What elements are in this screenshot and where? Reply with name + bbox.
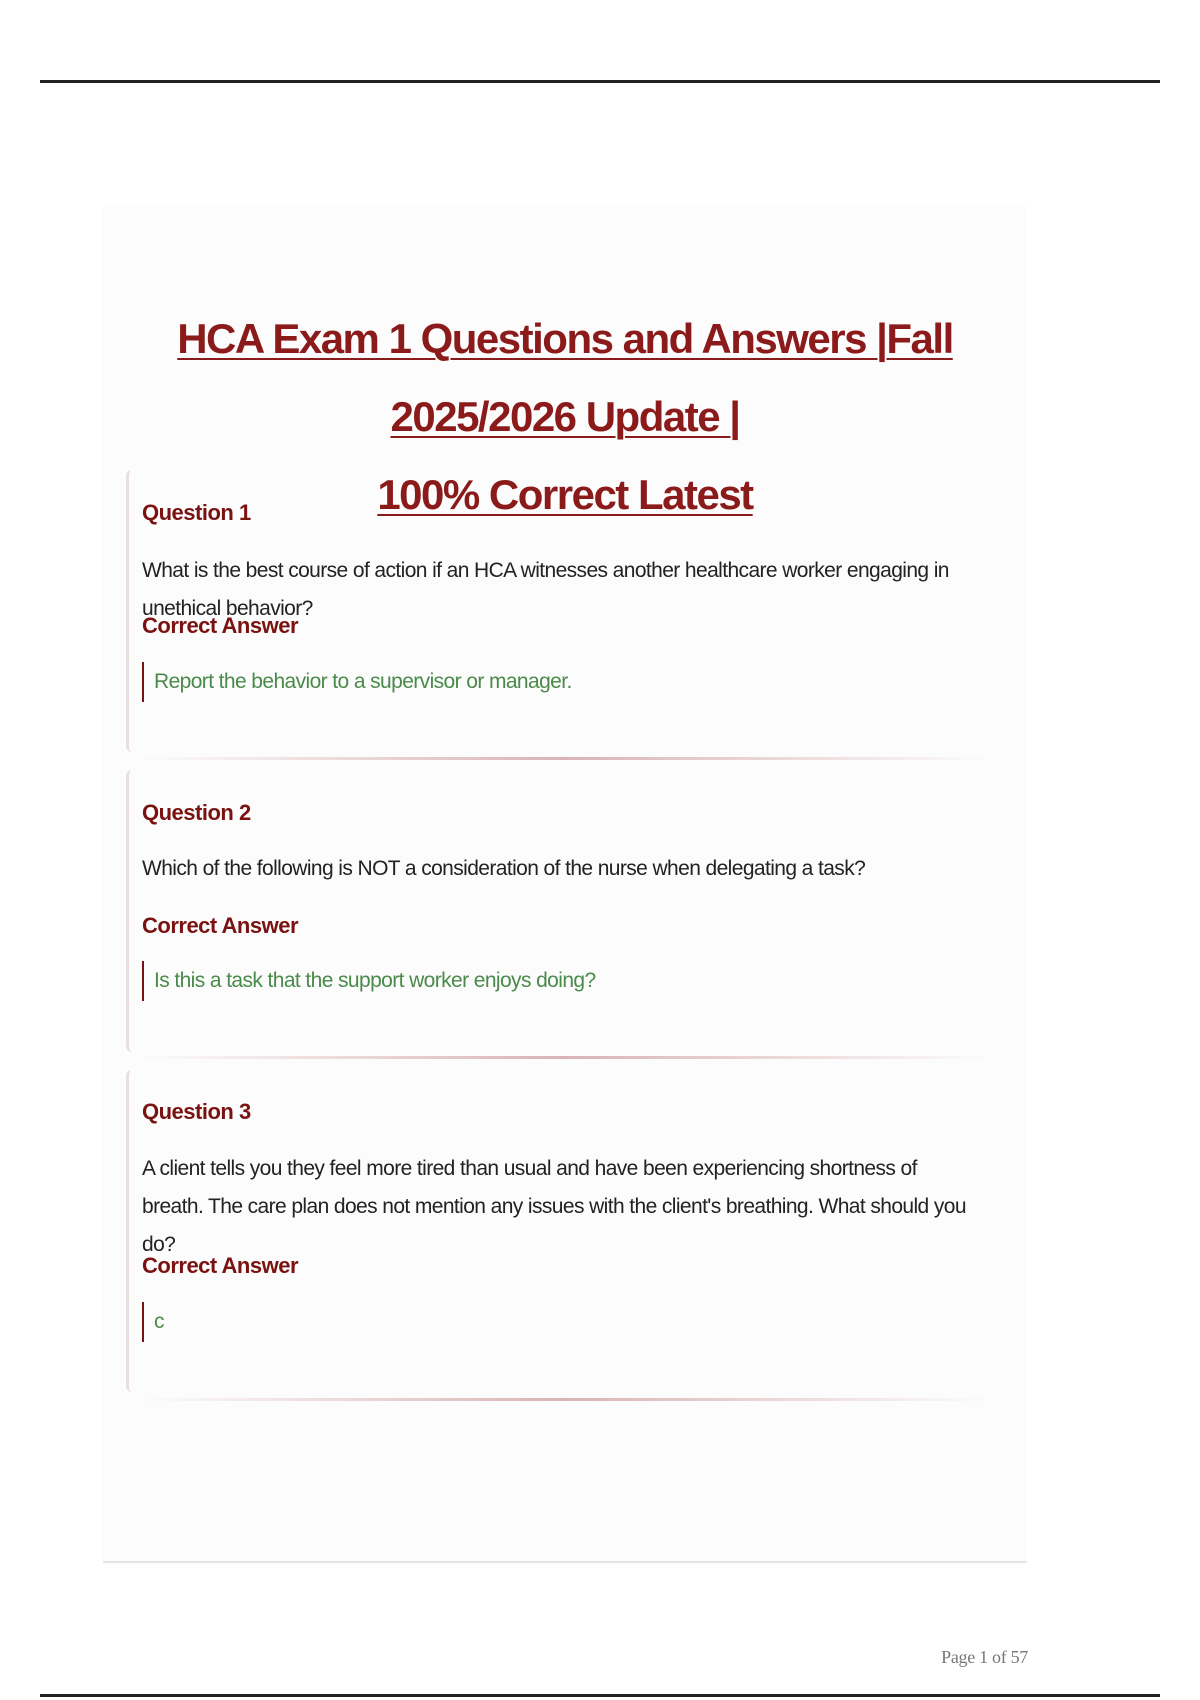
card-divider bbox=[140, 757, 990, 760]
question-label: Question 2 bbox=[142, 800, 251, 825]
card-divider bbox=[140, 1056, 990, 1059]
question-text: Which of the following is NOT a consideration of the nurse when delegating a task? bbox=[142, 857, 866, 880]
page-number: Page 1 of 57 bbox=[941, 1647, 1028, 1667]
answer-label: Correct Answer bbox=[142, 1253, 299, 1278]
bottom-rule bbox=[40, 1694, 1160, 1697]
answer-text: Report the behavior to a supervisor or manager. bbox=[142, 662, 572, 702]
question-label: Question 1 bbox=[142, 500, 251, 525]
question-text: A client tells you they feel more tired than usual and have been experiencing shortness of breath. The care plan does not mention any issues with the client's breathing. What should you do? bbox=[142, 1157, 966, 1256]
answer-label: Correct Answer bbox=[142, 913, 299, 938]
question-text: What is the best course of action if an HCA witnesses another healthcare worker engaging in unethical behavior? bbox=[142, 559, 949, 620]
answer-label: Correct Answer bbox=[142, 613, 299, 638]
question-card-2 bbox=[126, 770, 996, 1052]
question-card-1 bbox=[126, 470, 996, 752]
answer-text: Is this a task that the support worker enjoys doing? bbox=[142, 961, 596, 1001]
question-label: Question 3 bbox=[142, 1099, 251, 1124]
title-line-2: 100% Correct Latest bbox=[377, 471, 753, 518]
top-rule bbox=[40, 80, 1160, 83]
footer-rule bbox=[103, 1561, 1027, 1563]
title-line-1: HCA Exam 1 Questions and Answers |Fall 2025/2026 Update | bbox=[177, 315, 953, 440]
question-card-3 bbox=[126, 1070, 996, 1392]
card-divider bbox=[140, 1398, 990, 1401]
answer-text: c bbox=[142, 1302, 164, 1342]
